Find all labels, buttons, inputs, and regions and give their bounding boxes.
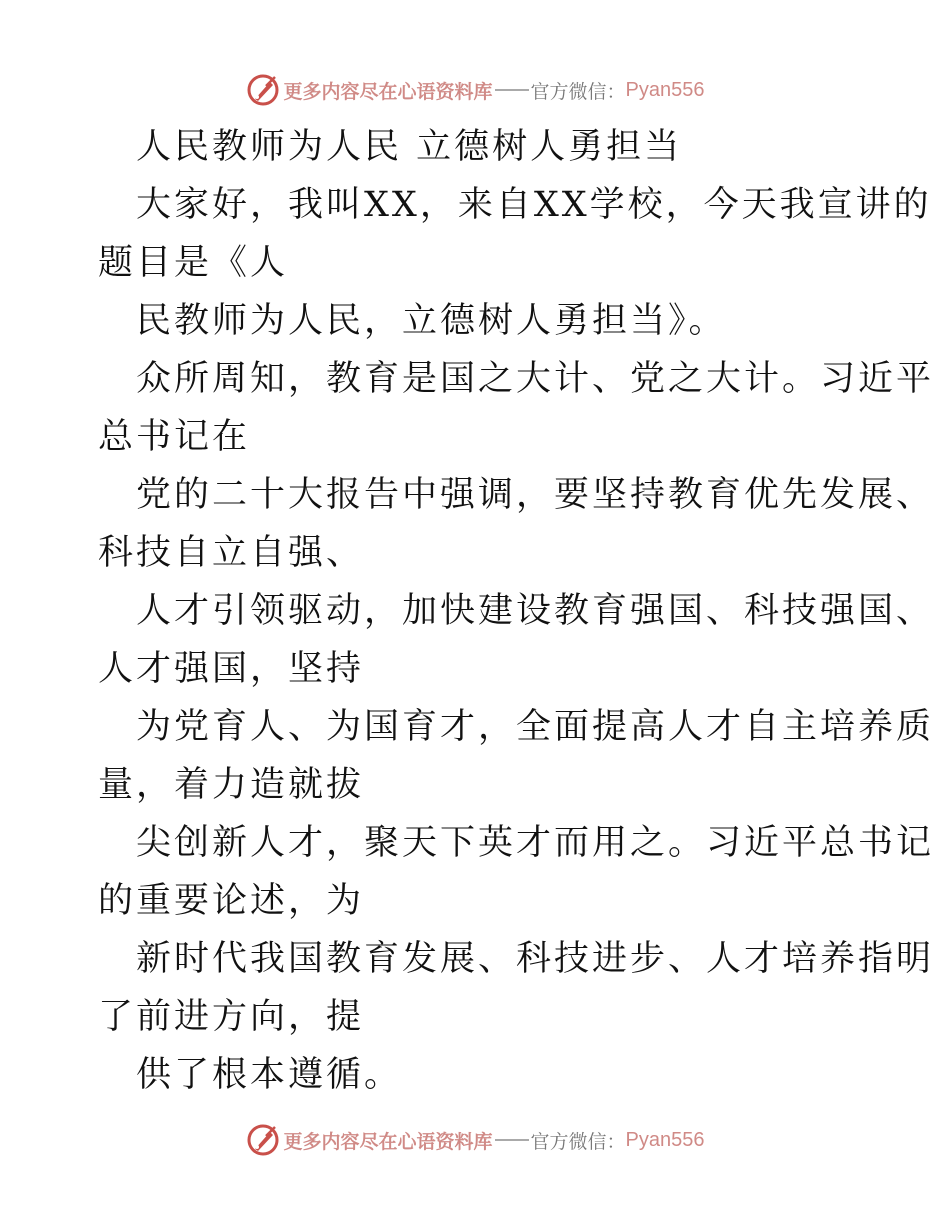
text-line: 量，着力造就拔 bbox=[98, 765, 365, 805]
text-line: 党的二十大报告中强调，要坚持教育优先发展、 bbox=[136, 475, 935, 515]
text-line: 尖创新人才，聚天下英才而用之。习近平总书记 bbox=[136, 823, 935, 863]
text-line: 人才引领驱动，加快建设教育强国、科技强国、 bbox=[136, 591, 935, 631]
text-line: 为党育人、为国育才，全面提高人才自主培养质 bbox=[136, 707, 935, 747]
watermark-account-id: Pyan556 bbox=[625, 1128, 705, 1151]
text-line: 供了根本遵循。 bbox=[136, 1055, 403, 1095]
watermark-dash bbox=[495, 1139, 529, 1141]
text-line: 题目是《人 bbox=[98, 243, 289, 283]
text-line: 科技自立自强、 bbox=[98, 533, 365, 573]
footer-watermark bbox=[0, 1123, 950, 1157]
text-line: 总书记在 bbox=[98, 417, 251, 457]
text-line: 人才强国，坚持 bbox=[98, 649, 365, 689]
quill-pen-icon bbox=[246, 1123, 280, 1157]
text-line: 民教师为人民，立德树人勇担当》。 bbox=[136, 301, 727, 341]
document-title: 人民教师为人民 立德树人勇担当 bbox=[136, 127, 683, 167]
watermark-site-text: 更多内容尽在心语资料库 bbox=[283, 1130, 493, 1153]
header-watermark bbox=[0, 73, 950, 107]
watermark-dash bbox=[495, 89, 529, 91]
document-body bbox=[98, 118, 935, 1104]
watermark-account-label: 官方微信： bbox=[530, 1130, 626, 1153]
quill-pen-icon bbox=[246, 73, 280, 107]
text-line: 大家好，我叫XX，来自XX学校，今天我宣讲的 bbox=[136, 185, 932, 225]
text-line: 了前进方向，提 bbox=[98, 997, 365, 1037]
watermark-site-text: 更多内容尽在心语资料库 bbox=[283, 80, 493, 103]
text-line: 新时代我国教育发展、科技进步、人才培养指明 bbox=[136, 939, 935, 979]
text-line: 的重要论述，为 bbox=[98, 881, 365, 921]
watermark-account-id: Pyan556 bbox=[625, 78, 705, 101]
text-line: 众所周知，教育是国之大计、党之大计。习近平 bbox=[136, 359, 935, 399]
watermark-account-label: 官方微信： bbox=[530, 80, 626, 103]
